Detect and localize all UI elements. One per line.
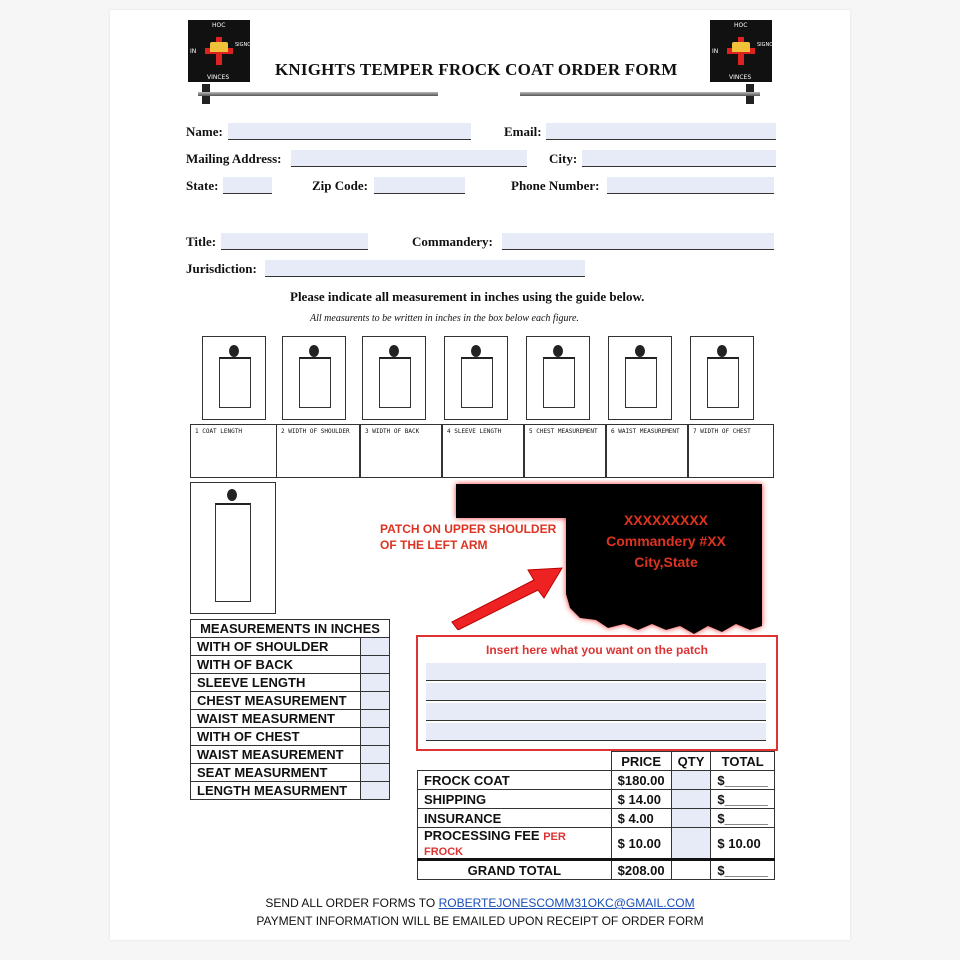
measurements-table	[190, 619, 390, 800]
figure-chest	[526, 336, 590, 420]
patch-insert-box	[416, 635, 778, 751]
patch-text: XXXXXXXXX Commandery #XX City,State	[606, 512, 726, 570]
zip-label: Zip Code:	[312, 178, 368, 193]
table-row: SEAT MEASURMENT	[191, 764, 390, 782]
table-row: CHEST MEASUREMENT	[191, 692, 390, 710]
back-width-box[interactable]: 3 WIDTH OF BACK	[360, 424, 442, 478]
jurisdiction-label: Jurisdiction:	[186, 261, 257, 276]
title-label: Title:	[186, 234, 217, 249]
table-row: SHIPPING $ 14.00 $______	[418, 790, 775, 809]
mailing-address-field[interactable]	[291, 150, 527, 167]
sword-left-icon	[198, 92, 438, 96]
crown-icon	[732, 42, 750, 52]
patch-line-4[interactable]	[426, 723, 766, 741]
seat-input[interactable]	[361, 764, 390, 782]
figure-coat-length	[202, 336, 266, 420]
title-field[interactable]	[221, 233, 368, 250]
emblem-text-top: HOC	[734, 22, 748, 29]
sleeve-length-box[interactable]: 4 SLEEVE LENGTH	[442, 424, 524, 478]
qty-input[interactable]	[671, 790, 711, 809]
email-field[interactable]	[546, 123, 776, 140]
qty-input[interactable]	[671, 809, 711, 828]
mailing-address-label: Mailing Address:	[186, 151, 282, 166]
footer-send-line: SEND ALL ORDER FORMS TO ROBERTEJONESCOMM31OKC@GMAIL.COM	[265, 896, 695, 910]
table-row: WAIST MEASURMENT	[191, 710, 390, 728]
templar-emblem-right	[710, 20, 772, 82]
crown-icon	[210, 42, 228, 52]
measurements-header: MEASUREMENTS IN INCHES	[191, 620, 390, 638]
phone-label: Phone Number:	[511, 178, 600, 193]
price-table	[417, 751, 775, 880]
table-row: WITH OF SHOULDER	[191, 638, 390, 656]
total-header: TOTAL	[711, 752, 775, 771]
table-row: LENGTH MEASURMENT	[191, 782, 390, 800]
name-label: Name:	[186, 124, 223, 139]
table-row: PROCESSING FEE PER FROCK $ 10.00 $ 10.00	[418, 828, 775, 860]
grand-total-row: GRAND TOTAL $208.00 $______	[418, 860, 775, 880]
waist-input[interactable]	[361, 710, 390, 728]
qty-input[interactable]	[671, 828, 711, 860]
chest-measurement-box[interactable]: 5 CHEST MEASUREMENT	[524, 424, 606, 478]
figure-shoulder-width	[282, 336, 346, 420]
figure-waist	[608, 336, 672, 420]
emblem-text-left: IN	[712, 48, 719, 55]
figure-length-standing	[190, 482, 276, 614]
measurement-instructions: Please indicate all measurement in inches using the guide below.	[290, 289, 645, 304]
waist-measurement-box[interactable]: 6 WAIST MEASUREMENT	[606, 424, 688, 478]
city-label: City:	[549, 151, 578, 166]
table-row: SLEEVE LENGTH	[191, 674, 390, 692]
sword-right-icon	[520, 92, 760, 96]
table-row: FROCK COAT $180.00 $______	[418, 771, 775, 790]
figure-chest-width	[690, 336, 754, 420]
footer-payment-line: PAYMENT INFORMATION WILL BE EMAILED UPON RECEIPT OF ORDER FORM	[256, 914, 704, 928]
city-field[interactable]	[582, 150, 776, 167]
shoulder-input[interactable]	[361, 638, 390, 656]
name-field[interactable]	[228, 123, 471, 140]
emblem-text-top: HOC	[212, 22, 226, 29]
templar-emblem-left	[188, 20, 250, 82]
length-input[interactable]	[361, 782, 390, 800]
patch-line-3[interactable]	[426, 703, 766, 721]
order-form-page	[110, 10, 850, 940]
figure-back-width	[362, 336, 426, 420]
coat-length-box[interactable]: 1 COAT LENGTH	[190, 424, 278, 478]
table-row: WITH OF BACK	[191, 656, 390, 674]
order-email-link[interactable]: ROBERTEJONESCOMM31OKC@GMAIL.COM	[438, 896, 695, 910]
sleeve-input[interactable]	[361, 674, 390, 692]
patch-line-1[interactable]	[426, 663, 766, 681]
chest-width-box[interactable]: 7 WIDTH OF CHEST	[688, 424, 774, 478]
table-row: WITH OF CHEST	[191, 728, 390, 746]
patch-insert-heading: Insert here what you want on the patch	[485, 643, 709, 657]
zip-field[interactable]	[374, 177, 465, 194]
email-label: Email:	[504, 124, 542, 139]
figure-sleeve-length	[444, 336, 508, 420]
commandery-field[interactable]	[502, 233, 774, 250]
price-header: PRICE	[611, 752, 671, 771]
state-label: State:	[186, 178, 219, 193]
chest-width-input[interactable]	[361, 728, 390, 746]
waist-input-2[interactable]	[361, 746, 390, 764]
patch-location-label: PATCH ON UPPER SHOULDER OF THE LEFT ARM	[380, 522, 557, 552]
emblem-text-bottom: VINCES	[729, 74, 752, 81]
shoulder-width-box[interactable]: 2 WIDTH OF SHOULDER	[276, 424, 360, 478]
table-row: WAIST MEASUREMENT	[191, 746, 390, 764]
state-field[interactable]	[223, 177, 272, 194]
emblem-text-left: IN	[190, 48, 197, 55]
form-title: KNIGHTS TEMPER FROCK COAT ORDER FORM	[275, 60, 678, 79]
back-input[interactable]	[361, 656, 390, 674]
chest-input[interactable]	[361, 692, 390, 710]
jurisdiction-field[interactable]	[265, 260, 585, 277]
commandery-label: Commandery:	[412, 234, 493, 249]
emblem-text-bottom: VINCES	[207, 74, 230, 81]
patch-line-2[interactable]	[426, 683, 766, 701]
emblem-text-right: SIGNO	[235, 42, 252, 48]
qty-header: QTY	[671, 752, 711, 771]
guide-note: All measurents to be written in inches in the box below each figure.	[310, 313, 579, 324]
table-row: INSURANCE $ 4.00 $______	[418, 809, 775, 828]
qty-input[interactable]	[671, 771, 711, 790]
phone-field[interactable]	[607, 177, 774, 194]
emblem-text-right: SIGNO	[757, 42, 774, 48]
